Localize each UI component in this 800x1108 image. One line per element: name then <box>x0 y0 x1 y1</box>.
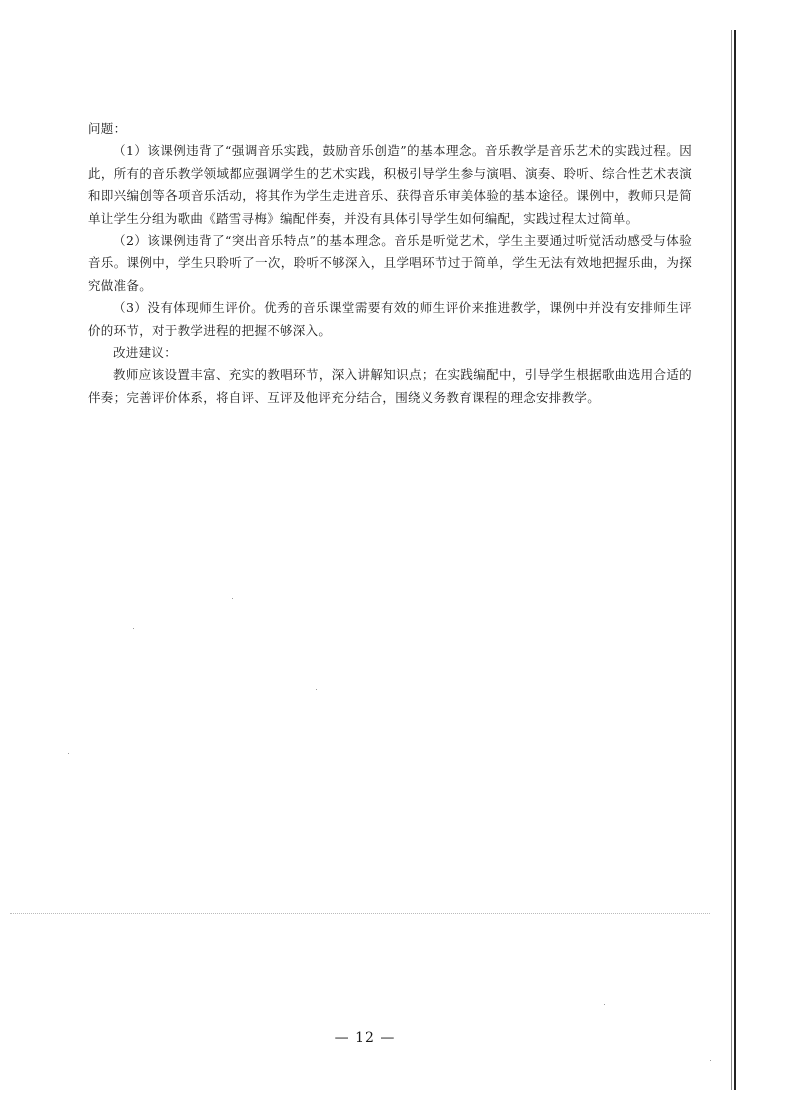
scan-artifact-line <box>10 913 710 914</box>
paragraph-suggestions: 教师应该设置丰富、充实的教唱环节，深入讲解知识点；在实践编配中，引导学生根据歌曲选用合适的伴奏；完善评价体系，将自评、互评及他评充分结合，围绕义务教育课程的理念安排教学。 <box>88 367 692 405</box>
scan-speck <box>316 689 317 690</box>
scan-speck <box>68 753 69 754</box>
section-heading-questions: 问题： <box>88 121 127 136</box>
binding-edge-shadow <box>731 30 732 1090</box>
document-body <box>88 118 692 409</box>
paragraph-point-1: （1）该课例违背了“强调音乐实践，鼓励音乐创造”的基本理念。音乐教学是音乐艺术的实践过程。因此，所有的音乐教学领域都应强调学生的艺术实践，积极引导学生参与演唱、演奏、聆听、综合性艺术表演和即兴编创等各项音乐活动，将其作为学生走进音乐、获得音乐审美体验的基本途径。课例中，教师只是简单让学生分组为歌曲《踏雪寻梅》编配伴奏，并没有具体引导学生如何编配，实践过程太过简单。 <box>88 143 692 226</box>
section-heading-suggestions: 改进建议： <box>113 345 178 361</box>
scan-speck <box>133 628 134 629</box>
scan-speck <box>710 1060 711 1061</box>
binding-edge <box>734 30 736 1090</box>
paragraph-point-3: （3）没有体现师生评价。优秀的音乐课堂需要有效的师生评价来推进教学，课例中并没有安排师生评价的环节，对于教学进程的把握不够深入。 <box>88 300 692 338</box>
scan-speck <box>604 1004 605 1005</box>
paragraph-point-2: （2）该课例违背了“突出音乐特点”的基本理念。音乐是听觉艺术，学生主要通过听觉活动感受与体验音乐。课例中，学生只聆听了一次，聆听不够深入，且学唱环节过于简单，学生无法有效地把握乐曲，为探究做准备。 <box>88 233 692 293</box>
page-number: — 12 — <box>334 1030 396 1046</box>
scan-speck <box>232 598 233 599</box>
